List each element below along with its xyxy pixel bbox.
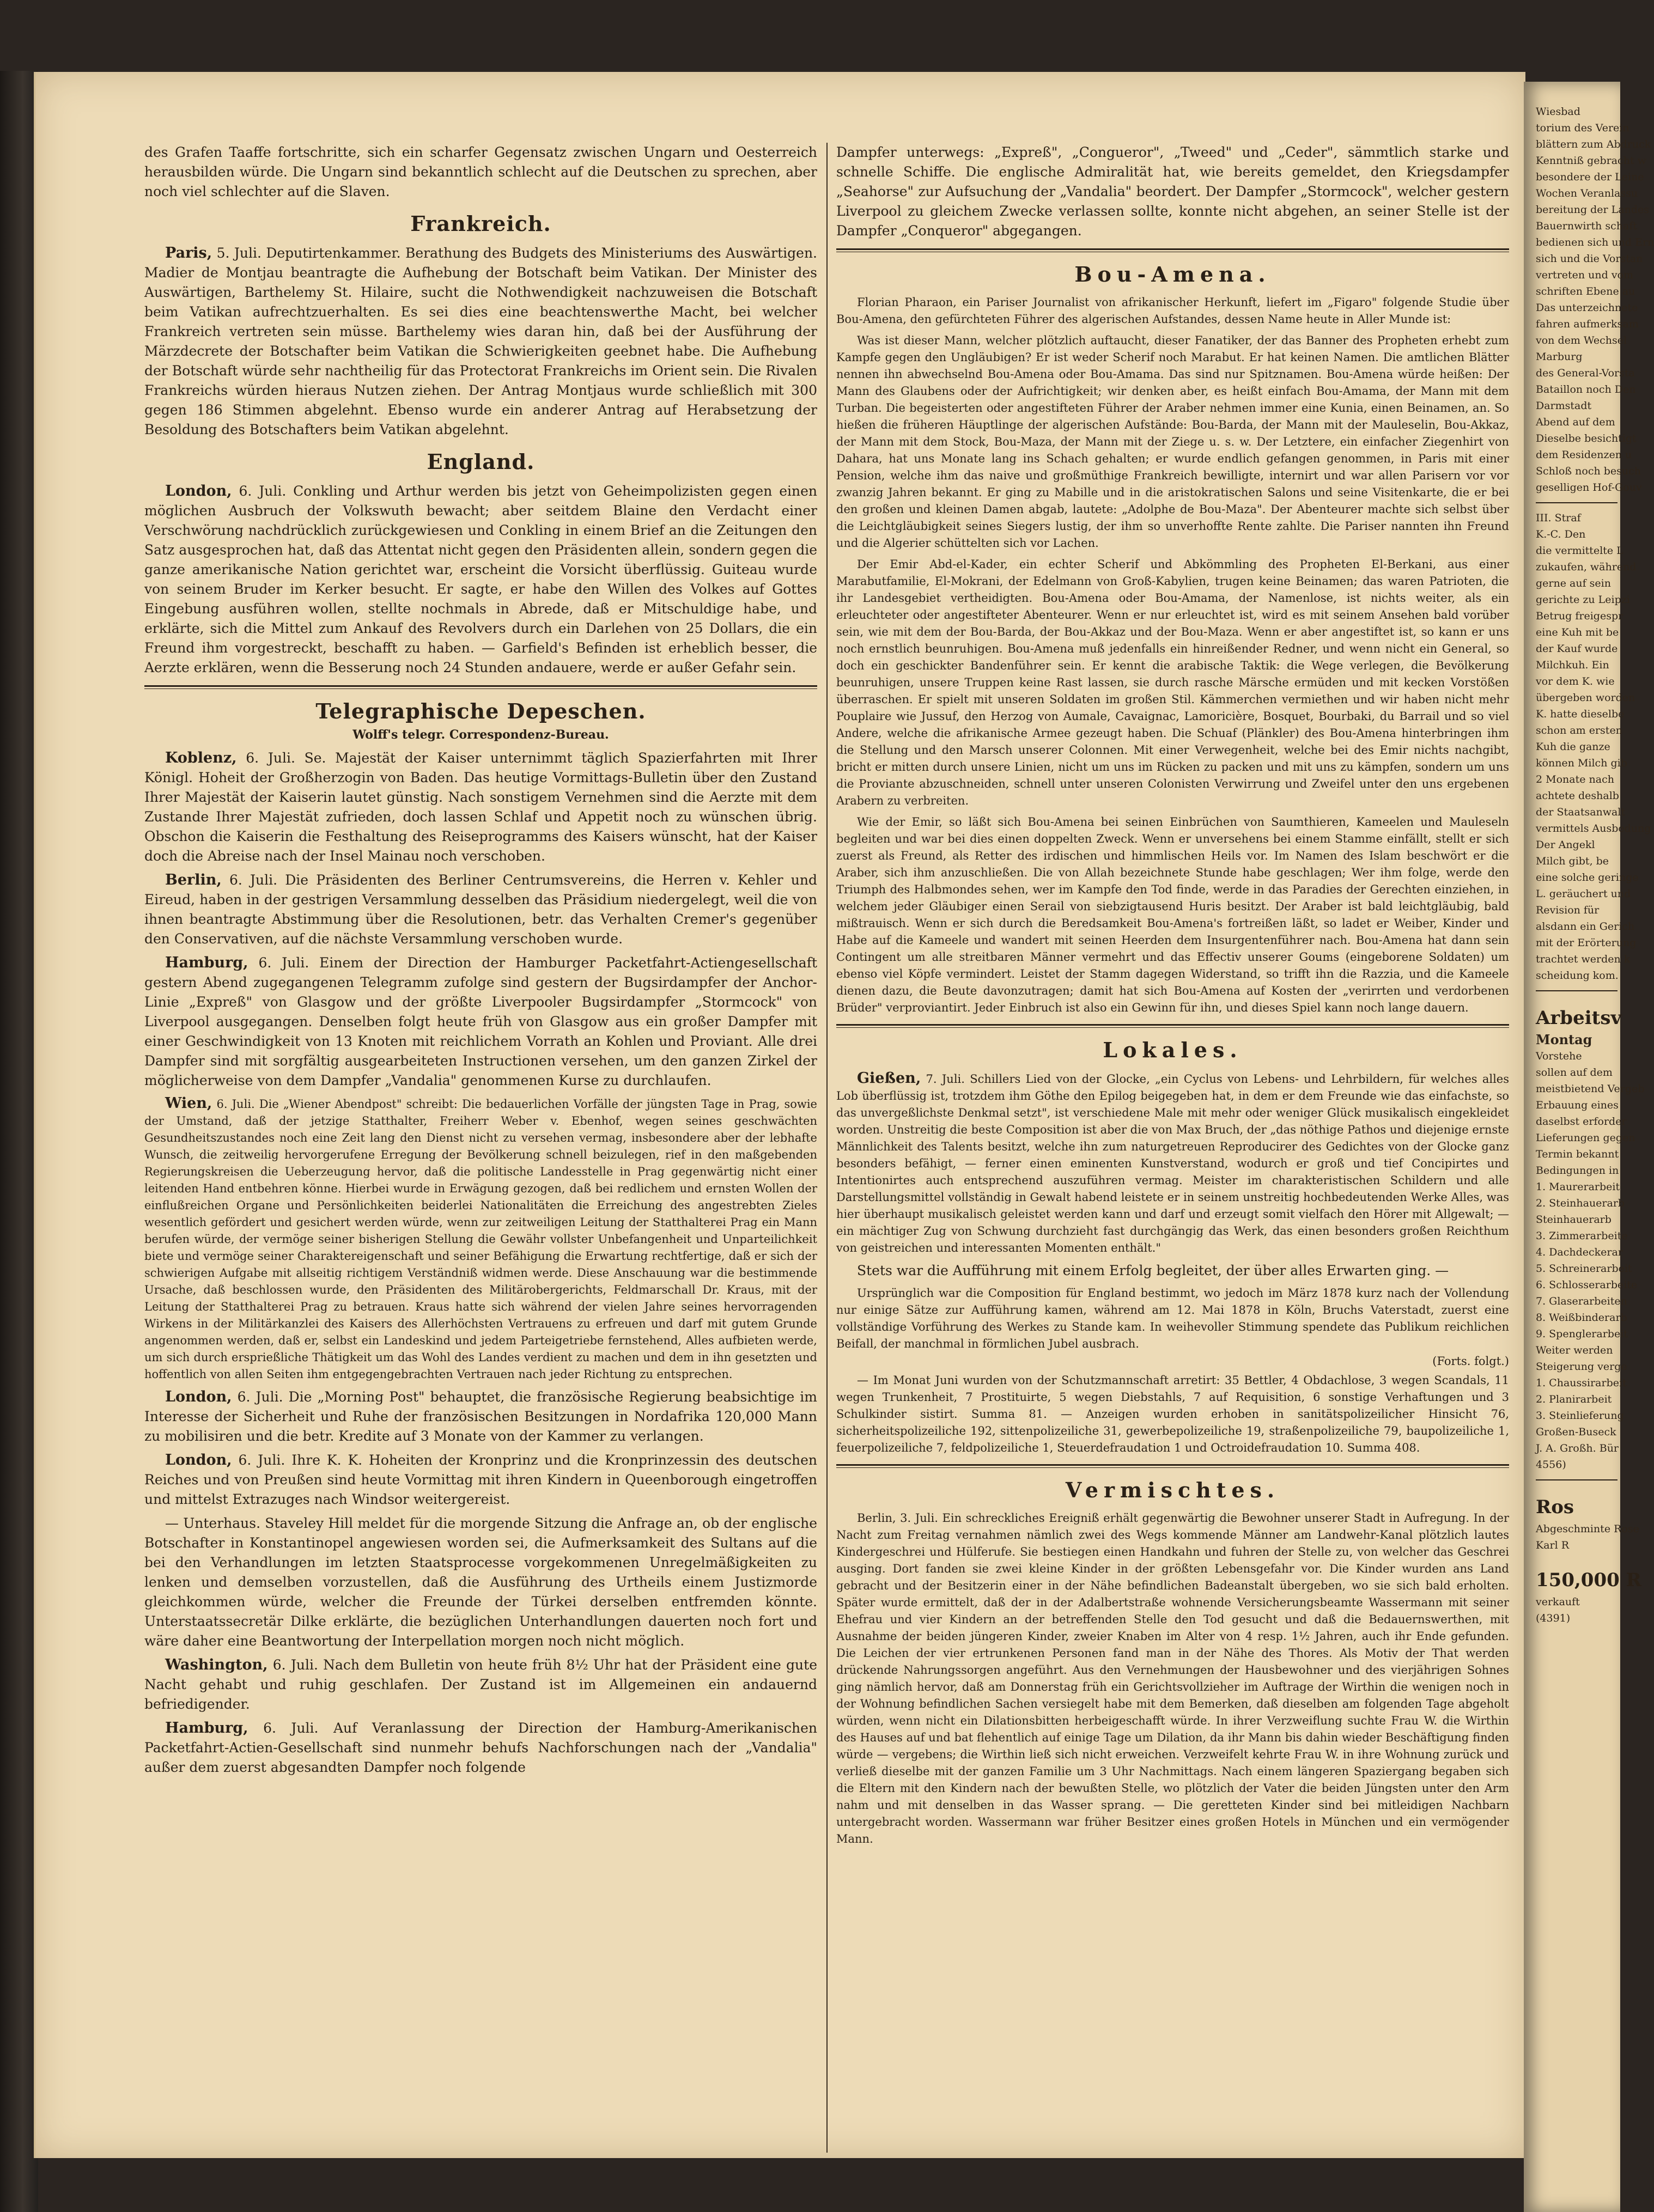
adjacent-page-line: der Staatsanwalt [1536,806,1626,818]
adjacent-page-line: Der Angekl [1536,839,1595,851]
section-heading: Lokales. [1103,1038,1243,1062]
column-divider [826,143,828,2153]
adjacent-page-line: der Kauf wurde [1536,643,1618,655]
adjacent-page-line: K. hatte dieselbe [1536,708,1625,720]
adjacent-page-line: vertreten und vom [1536,269,1634,281]
adjacent-page-line: dem Residenzen u [1536,449,1632,461]
dateline: London, [165,1388,232,1405]
continuation-note: (Forts. folgt.) [1432,1355,1509,1368]
paragraph-text: 6. Juli. Auf Veranlassung der Direction der Hamburg-Amerikanischen Packetfahrt-Actien-Gesellschaft sind nunmehr behufs Nachforschungen nach der „Vandalia" außer dem zuerst abgesandten Dampfer noch folgende [144,1720,817,1775]
adjacent-page-line: Erbauung eines [1536,1099,1619,1111]
adjacent-page-line: Milch gibt, be [1536,855,1609,867]
adjacent-page-strip [1524,82,1654,2212]
adjacent-page-line: Wiesbad [1536,106,1580,118]
adjacent-page-line: Bedingungen in [1536,1165,1619,1177]
article-paragraph [836,1510,1509,1848]
article-paragraph [144,143,817,202]
paragraph-text: Der Emir Abd-el-Kader, ein echter Scherif und Abkömmling des Propheten El-Berkani, aus einer Marabutfamilie, El-Mokrani, der Edelmann von Groß-Kabylien, trugen keine Beinamen; das waren Patrioten, die ihr Landesgebiet vertheidigten. Bou-Amena oder Bou-Amama, der Namenlose, ist nichts weiter, als ein erleuchteter oder angestifteter Abenteurer. Wenn er nur erleuchtet ist, wird es mit seinem Ansehen bald vorüber sein, wie mit dem der Bou-Barda, der Bou-Akkaz und der Bou-Maza. Wenn er aber angestiftet ist, so kann er uns noch ernstlich beunruhigen. Bou-Amena muß jedenfalls ein hinreißender Redner, und wenn nicht ein General, so doch ein geschickter Bandenführer sein. Er kennt die arabische Taktik: die Wege verlegen, die Bevölkerung beunruhigen, unsere Truppen keine Rast lassen, sie durch rasche Märsche ermüden und mit kecken Vorstößen überraschen. Er spielt mit unseren Soldaten im großen Stil. Kämmerchen vermiethen und wir haben nicht mehr Pouplaire wie Jussuf, den Herzog von Aumale, Cavaignac, Lamoricière, Bosquet, Bourbaki, du Barrail und so viel Andere, welche die afrikanische Armee gezeugt haben. Die Schuaf (Plänkler) des Bou-Amena hinterbringen ihm die Stellung und den Marsch unserer Colonnen. Mit einer Verwegenheit, welche bei des Emir nichts nachgibt, bricht er mitten durch unsere Linien, nicht um uns im Rücken zu packen und mit uns zu kämpfen, sondern um uns die Proviante abzuschneiden, schnell unter unseren Colonisten Verwirrung und Zweifel unter den uns ergebenen Arabern zu verbreiten. [836,558,1509,807]
adjacent-page-line: Schloß noch besuch [1536,465,1641,477]
adjacent-page-line: bedienen sich und Ern [1536,236,1654,248]
adjacent-page-line: von dem Wechsel [1536,334,1627,346]
paragraph-text: 6. Juli. Die „Morning Post" behauptet, die französische Regierung beabsichtige im Interesse der Sicherheit und Ruhe der französischen Besitzungen in Nordafrika 120,000 Mann zu mobilisiren und die betr. Kredite auf 3 Monate von der Kammer zu verlangen. [144,1389,817,1444]
paragraph-text: des Grafen Taaffe fortschritte, sich ein scharfer Gegensatz zwischen Ungarn und Oesterreich herausbilden würde. Die Ungarn sind bekanntlich schlecht auf die Deutschen zu sprechen, aber noch viel schlechter auf die Slaven. [144,144,817,199]
dateline: Hamburg, [165,1720,248,1736]
article-paragraph [836,332,1509,552]
adjacent-page-line: zukaufen, während [1536,561,1637,573]
article-paragraph [836,143,1509,241]
dateline: Gießen, [857,1070,921,1087]
paragraph-text: — Im Monat Juni wurden von der Schutzmannschaft arretirt: 35 Bettler, 4 Obdachlose, 3 wegen Scandals, 11 wegen Trunkenheit, 7 Prostituirte, 5 wegen Diebstahls, 7 auf Requisition, 6 sonstige Verhaftungen und 3 Schulkinder sistirt. Summa 81. — Anzeigen wurden erhoben in sanitätspolizeilicher Hinsicht 76, sicherheitspolizeiliche 192, sittenpolizeiliche 31, gewerbepolizeiliche 19, straßenpolizeiliche 79, baupolizeiliche 1, feuerpolizeiliche 7, feldpolizeiliche 1, Steuerdefraudation 1 und Octroidefraudation 10. Summa 408. [836,1374,1509,1454]
adjacent-page-heading: 150,000 R [1536,1569,1641,1591]
paragraph-text: 6. Juli. Se. Majestät der Kaiser unternimmt täglich Spazierfahrten mit Ihrer Königl. Hoheit der Großherzogin von Baden. Das heutige Vormittags-Bulletin über den Zustand Ihrer Majestät der Kaiserin lautet günstig. Nach sonstigem Vernehmen sind die Aerzte mit dem Zustande Ihrer Majestät zufrieden, doch lassen Schlaf und Appetit noch zu wünschen übrig. Obschon die Kaiserin die Festhaltung des Reiseprogramms des Kaisers wünscht, hat der Kaiser doch die Abreise nach der Insel Mainau noch verschoben. [144,750,817,864]
adjacent-page-line: L. geräuchert und [1536,888,1631,900]
adjacent-page-line: Bataillon noch Den [1536,383,1636,395]
article-paragraph [836,1261,1509,1281]
adjacent-page-line: die vermittelte L [1536,545,1623,557]
adjacent-page-line: 5. Schreinerarbeit [1536,1263,1632,1275]
newspaper-page [34,72,1525,2158]
article-paragraph [144,1514,817,1651]
article-paragraph [144,1655,817,1714]
dateline: Wien, [165,1095,212,1112]
adjacent-page-line: 4. Dachdeckerar [1536,1246,1623,1258]
dateline: Hamburg, [165,954,248,971]
adjacent-page-line: K.-C. Den [1536,528,1586,540]
dateline: London, [165,483,232,499]
paragraph-text: Ursprünglich war die Composition für England bestimmt, wo jedoch im März 1878 kurz nach der Vollendung nur einige Sätze zur Aufführung kamen, während am 12. Mai 1878 in Köln, Bruchs Vaterstadt, zuerst eine vollständige Vorführung des Werkes zu Stande kam. In weihevoller Stimmung spendete das Publikum reichlichen Beifall, der manchmal in förmlichen Jubel ausbrach. [836,1287,1509,1350]
adjacent-page-line: 9. Spenglerarbeit [1536,1328,1628,1340]
section-heading: England. [427,449,535,474]
adjacent-page-line: vermittels Ausbedung [1536,822,1651,834]
book-binding [0,71,38,2212]
adjacent-page-line: schon am ersten [1536,724,1622,736]
paragraph-text: 6. Juli. Einem der Direction der Hamburger Packetfahrt-Actiengesellschaft gestern Abend zugegangenen Telegramm zufolge sind gestern der Bugsirdampfer der Anchor-Linie „Expreß" von Glasgow und der größte Liverpooler Bugsirdampfer „Stormcock" von Liverpool ausgegangen. Denselben folgt heute früh von Glasgow aus ein großer Dampfer mit einer Geschwindigkeit von 13 Knoten mit reichlichem Vorrath an Kohlen und Proviant. Alle drei Dampfer sind mit sorgfältig ausgearbeiteten Instructionen versehen, um den ganzen Zirkel der möglicherweise von dem Dampfer „Vandalia" genommenen Kurse zu durchlaufen. [144,955,817,1088]
paragraph-text: Berlin, 3. Juli. Ein schreckliches Ereigniß erhält gegenwärtig die Bewohner unserer Stadt in Aufregung. In der Nacht zum Freitag vernahmen nämlich zwei des Wegs kommende Männer am Landwehr-Kanal plötzlich lautes Kindergeschrei und Hülferufe. Sie bestiegen einen Handkahn und fuhren der Stelle zu, von welcher das Geschrei ausging. Dort fanden sie zwei kleine Kinder in der größten Lebensgefahr vor. Die Kinder wurden ans Land gebracht und der Besitzerin einer in der Nähe befindlichen Badeanstalt übergeben, wo sie sich bald erholten. Später wurde ermittelt, daß der in der Adalbertstraße wohnende Versicherungsbeamte Wassermann mit seiner Ehefrau und vier Kindern an der betreffenden Stelle den Tod gesucht und daß die Bedauernswerthen, mit Ausnahme der beiden jüngeren Kinder, zweier Knaben im Alter von 4 resp. 1½ Jahren, auch ihr Ende gefunden. Die Leichen der vier ertrunkenen Personen fand man in der Nähe des Thores. Als Motiv der That werden drückende Nahrungssorgen angeführt. Aus den Vernehmungen der Hausbewohner und des vierjährigen Sohnes ging nämlich hervor, daß am Donnerstag früh ein Gerichtsvollzieher im Auftrage der Wirthin die wenigen noch in der Wohnung befindlichen Sachen versiegelt habe mit dem Bemerken, daß dieselben am folgenden Tage abgeholt würden, wenn nicht ein Dilationsbitten herbeigeschafft würde. In ihrer Verzweiflung suchte Frau W. die Wirthin des Hauses auf und bat flehentlich auf einige Tage um Dilation, da ihr Mann bis dahin wieder Beschäftigung finden würde — vergebens; die Wirthin ließ sich nicht erweichen. Verzweifelt kehrte Frau W. in ihre Wohnung zurück und verließ dieselbe mit der ganzen Familie um 3 Uhr Nachmittags. Nach einem längeren Spaziergang begaben sich die Eltern mit den Kindern nach der bewußten Stelle, wo plötzlich der Vater die beiden Jüngsten unter den Arm nahm und mit denselben in das Wasser sprang. — Die geretteten Kinder sind bei mitleidigen Nachbarn untergebracht worden. Wassermann war früher Besitzer eines großen Hotels in München und ein vermögender Mann. [836,1512,1509,1845]
adjacent-page-line: Abend auf dem [1536,416,1615,428]
adjacent-page-line: gerichte zu Leipzi [1536,594,1630,606]
adjacent-page-line: Steinhauerarb [1536,1214,1612,1226]
adjacent-page-line: Betrug freigespr [1536,610,1623,622]
adjacent-page-line: torium des Verein [1536,122,1629,134]
adjacent-page-subheading: Montag [1536,1032,1592,1047]
adjacent-page-line: Das unterzeichnete [1536,302,1638,314]
adjacent-page-line: Weiter werden [1536,1344,1613,1356]
adjacent-page-line: Milchkuh. Ein [1536,659,1609,671]
adjacent-page-line: 2 Monate nach [1536,773,1614,785]
adjacent-page-line: Wochen Veranlassu [1536,187,1638,199]
article-paragraph [144,748,817,866]
adjacent-page-line: bereitung der Landes [1536,204,1649,216]
dateline: Berlin, [165,872,222,888]
adjacent-page-line: daselbst erforder [1536,1116,1627,1128]
adjacent-page-rule [1536,990,1617,991]
adjacent-page-heading: Ros [1536,1496,1574,1518]
adjacent-page-text [1536,103,1654,1626]
article-paragraph [144,1387,817,1446]
adjacent-page-line: 8. Weißbinderarb [1536,1312,1627,1324]
article-paragraph [144,870,817,949]
right-column [836,143,1509,2153]
adjacent-page-line: übergeben worden [1536,692,1635,704]
paragraph-text: 6. Juli. Ihre K. K. Hoheiten der Kronprinz und die Kronprinzessin des deutschen Reiches und von Preußen sind heute Vormittag mit ihren Kindern in Queenborough eingetroffen und mittelst Extrazuges nach Windsor weitergereist. [144,1452,817,1507]
adjacent-page-line: Marburg [1536,351,1583,363]
dateline: London, [165,1452,232,1468]
adjacent-page-line: eine solche geringe [1536,872,1639,883]
adjacent-page-line: fahren aufmerksam [1536,318,1639,330]
dateline: Washington, [165,1656,268,1673]
adjacent-page-line: trachtet werden k [1536,953,1631,965]
article-paragraph [836,1285,1509,1352]
paragraph-text: Wie der Emir, so läßt sich Bou-Amena bei seinen Einbrüchen von Saumthieren, Kameelen und Mauleseln begleiten und war bei dies einen doppelten Zweck. Wenn er unversehens bei einem Stamme einfällt, stellt er sich zuerst als Freund, als Retter des irdischen und himmlischen Heils vor. Im Namen des Islam beschwört er die Araber, sich ihm anzuschließen. Die von Allah bezeichnete Stunde habe geschlagen; Wer ihm folge, werde den Triumph des Halbmondes sehen, wer im Kampfe den Tod finde, werde in das Paradies der Gerechten einziehen, in welchem jeder Gläubiger einen Serail von siebzigtausend Huris besitzt. Der Araber ist bald leichtgläubig, bald mißtrauisch. Wenn er sich durch die Beredsamkeit Bou-Amena's fortreißen läßt, so ladet er Weiber, Kinder und Habe auf die Kameele und wandert mit seinen Heerden dem Insurgentenführer nach. Bou-Amena hat dann sein Contingent um alle streitbaren Männer vermehrt und das Effectiv unserer Goums (eingeborene Soldaten) um ebenso viel Köpfe vermindert. Leistet der Stamm dagegen Widerstand, so trifft ihn die Razzia, und die Kameele dienen dazu, die Beute davonzutragen; damit hat sich Bou-Amena auf Kosten der „verirrten und verdorbenen Brüder" verproviantirt. Jeder Einbruch ist also ein Gewinn für ihn, und dieses Spiel kann noch lange dauern. [836,815,1509,1014]
article-paragraph [836,294,1509,328]
adjacent-page-line: meistbietend Vergeb [1536,1083,1645,1095]
article-paragraph [144,953,817,1090]
adjacent-page-line: mit der Erörterung [1536,937,1637,949]
adjacent-page-line: können Milch gib [1536,757,1627,769]
article-paragraph [836,1070,1509,1257]
section-rule [836,1024,1509,1028]
section-rule [836,248,1509,252]
adjacent-page-line: 3. Zimmerarbeite [1536,1230,1628,1242]
paragraph-text: 6. Juli. Die Präsidenten des Berliner Centrumsvereins, die Herren v. Kehler und Eireud, haben in der gestrigen Versammlung desselben das Präsidium niedergelegt, weil die von ihnen beantragte Abstimmung über die Resolutionen, betr. das Verhalten Cremer's gegenüber den Conservativen, auf die nächste Versammlung verschoben wurde. [144,872,817,947]
adjacent-page-line: 6. Schlosserarbeite [1536,1279,1638,1291]
adjacent-page-line: 2. Planirarbeit [1536,1393,1612,1405]
article-paragraph [836,556,1509,809]
section-heading: Vermischtes. [1065,1478,1280,1502]
section-heading: Telegraphische Depeschen. [315,699,646,723]
article-paragraph [144,1095,817,1383]
section-subheading: Wolff's telegr. Correspondenz-Bureau. [352,728,609,742]
adjacent-page-line: 3. Steinlieferung [1536,1410,1624,1422]
adjacent-page-line: (4391) [1536,1612,1571,1624]
article-paragraph [144,482,817,678]
paragraph-text: Stets war die Aufführung mit einem Erfolg begleitet, der über alles Erwarten ging. — [857,1263,1449,1278]
adjacent-page-rule [1536,1479,1617,1480]
adjacent-page-line: Dieselbe besichtigt [1536,432,1637,444]
article-paragraph [144,1719,817,1777]
dateline: Koblenz, [165,749,237,766]
paragraph-text: 6. Juli. Conkling und Arthur werden bis jetzt von Geheimpolizisten gegen einen möglichen Ausbruch der Volkswuth bewacht; aber seitdem Blaine den Verdacht einer Verschwörung nachdrücklich zurückgewiesen und Conkling in einem Brief an die Zeitungen den Satz ausgesprochen hat, daß das Attentat nicht gegen den Präsidenten allein, sondern gegen die ganze amerikanische Nation gerichtet war, erscheint die Vorsicht überflüssig. Guiteau wurde von seinem Bruder im Kerker besucht. Er sagte, er habe den Willen des Volkes auf Gottes Eingebung ausführen wollen, stellte nochmals in Abrede, daß er Mitschuldige habe, und erklärte, sich die Mittel zum Ankauf des Revolvers durch ein Darlehen von 25 Dollars, die ein Freund ihm vorgestreckt, beschafft zu haben. — Garfield's Befinden ist erheblich besser, die Aerzte erklären, wenn die Besserung noch 24 Stunden andauere, werde er außer Gefahr sein. [144,483,817,675]
adjacent-page-line: geselligen Hof-Gouv [1536,482,1642,493]
adjacent-page-line: 4556) [1536,1459,1566,1471]
left-column [144,143,817,2153]
adjacent-page-line: schriften Ebene au [1536,285,1635,297]
adjacent-page-line: Lieferungen gegen [1536,1132,1635,1144]
adjacent-page-line: Karl R [1536,1539,1570,1551]
adjacent-page-line: Abgeschminte Rose [1536,1523,1639,1535]
adjacent-page-line: achtete deshalb [1536,790,1619,802]
adjacent-page-line: Kuh die ganze [1536,741,1610,753]
article-paragraph [144,1451,817,1509]
section-rule [836,1464,1509,1468]
adjacent-page-line: Termin bekannt [1536,1148,1619,1160]
paragraph-text: 6. Juli. Nach dem Bulletin von heute früh 8½ Uhr hat der Präsident eine gute Nacht gehabt und ruhig geschlafen. Der Zustand ist im Allgemeinen ein andauernd befriedigender. [144,1657,817,1712]
adjacent-page-line: Kenntniß gebracht w [1536,155,1646,167]
section-heading: Frankreich. [410,211,551,236]
dateline: Paris, [165,245,212,261]
adjacent-page-line: gerne auf sein [1536,577,1611,589]
paragraph-text: 5. Juli. Deputirtenkammer. Berathung des Budgets des Ministeriums des Auswärtigen. Madier de Montjau beantragte die Aufhebung der Botschaft beim Vatikan. Der Minister des Auswärtigen, Barthelemy St. Hilaire, sucht die Nothwendigkeit nachzuweisen die Botschaft beim Vatikan aufrechtzuerhalten. Es sei dies eine beachtenswerthe Macht, bei welcher Frankreich vertreten sein müsse. Barthelemy wies daran hin, daß bei der Ausführung der Märzdecrete der Botschafter beim Vatikan die Schwierigkeiten geebnet habe. Die Aufhebung der Botschaft würde sehr nachtheilig für das Protectorat Frankreichs im Orient sein. Die Rivalen Frankreichs würden hieraus Nutzen ziehen. Der Antrag Montjaus wurde schließlich mit 300 gegen 186 Stimmen abgelehnt. Ebenso wurde ein anderer Antrag auf Herabsetzung der Besoldung des Botschafters beim Vatikan abgelehnt. [144,245,817,437]
adjacent-page-line: vor dem K. wie [1536,675,1615,687]
adjacent-page-line: verkauft [1536,1596,1580,1608]
paragraph-text: 7. Juli. Schillers Lied von der Glocke, „ein Cyclus von Lebens- und Lehrbildern, für welches alles Lob überflüssig ist, trotzdem ihm Göthe den Epilog beigegeben hat, in dem er dem Freunde wie das einfachste, so das unvergeßlichste Denkmal setzt", ist verschiedene Male mit mehr oder weniger Glück musikalisch eingekleidet worden. Unstreitig die beste Composition ist aber die von Max Bruch, der „das nöthige Pathos und diejenige ernste Männlichkeit des Talents besitzt, welche ihn zum naturgetreuen Reproducirer des Gedichtes von der Glocke ganz besonders befähigt, — ferner einen eminenten Kunstverstand, wodurch er groß und tief Concipirtes und Intentionirtes auch entsprechend auszuführen vermag. Meister im charakteristischen Schildern und alle Darstellungsmittel vollständig in Gewalt habend leistete er in seinem unstreitig hochbedeutenden Werke Alles, was hier überhaupt musikalisch geleistet werden kann und darf und erzeugt somit vielfach den Hörer mit Allgewalt; — ein mächtiger Zug von Schwung durchzieht fast durchgängig das Werk, das einen besonders großen Reichthum von geistreichen und interessanten Momenten enthält." [836,1073,1509,1254]
paragraph-text: Florian Pharaon, ein Pariser Journalist von afrikanischer Herkunft, liefert im „Figaro" folgende Studie über Bou-Amena, den gefürchteten Führer des algerischen Aufstandes, dessen Name heute in Aller Munde ist: [836,296,1509,326]
adjacent-page-line: blättern zum Abdruck [1536,138,1651,150]
section-heading: Bou-Amena. [1074,262,1271,287]
adjacent-page-line: Großen-Buseck [1536,1426,1616,1438]
adjacent-page-line: 1. Chaussirarbeit [1536,1377,1627,1389]
adjacent-page-line: 1. Maurerarbeit [1536,1181,1620,1193]
adjacent-page-line: Darmstadt [1536,400,1592,412]
adjacent-page-line: Steigerung verge [1536,1361,1627,1373]
adjacent-page-line: III. Straf [1536,512,1581,524]
article-paragraph [836,1372,1509,1457]
adjacent-page-line: Vorstehe [1536,1050,1582,1062]
adjacent-page-line: Bauernwirth schaft [1536,220,1638,232]
adjacent-page-line: sich und die Vorstan [1536,253,1643,265]
adjacent-page-line: des General-Vorsta [1536,367,1635,379]
adjacent-page-line: alsdann ein Gerich [1536,921,1635,933]
paragraph-text: Dampfer unterwegs: „Expreß", „Congueror", „Tweed" und „Ceder", sämmtlich starke und schnelle Schiffe. Die englische Admiralität hat, wie bereits gemeldet, den Kriegsdampfer „Seahorse" zur Aufsuchung der „Vandalia" beordert. Der Dampfer „Stormcock", welcher gestern Liverpool zu gleichem Zwecke verlassen sollte, konnte nicht abgehen, an seiner Stelle ist der Dampfer „Conqueror" abgegangen. [836,144,1509,239]
adjacent-page-rule [1536,502,1617,503]
adjacent-page-line: sollen auf dem [1536,1067,1613,1078]
adjacent-page-line: 7. Glaserarbeiten [1536,1295,1627,1307]
adjacent-page-line: 2. Steinhauerarb [1536,1197,1625,1209]
adjacent-page-line: Revision für [1536,904,1600,916]
article-paragraph [836,814,1509,1016]
adjacent-page-heading: Arbeitsv [1536,1007,1622,1029]
section-rule [144,685,817,689]
paragraph-text: Was ist dieser Mann, welcher plötzlich auftaucht, dieser Fanatiker, der das Banner des Propheten erhebt zum Kampfe gegen den Ungläubigen? Er ist weder Scherif noch Marabut. Er hat keinen Namen. Die amtlichen Blätter nennen ihn abwechselnd Bou-Amena oder Bou-Amama. Das sind nur Spitznamen. Bou-Amena würde heißen: Der Mann des Glaubens oder der Aufrichtigkeit; wir denken aber, es heißt einfach Bou-Amama, der Mann mit dem Turban. Die begeisterten oder angestifteten Führer der Araber nehmen immer eine Kunia, einen Beinamen, an. So hießen die früheren Häuptlinge der algerischen Aufstände: Bou-Barda, der Mann mit der Mauleselin, Bou-Akkaz, der Mann mit dem Stock, Bou-Maza, der Mann mit der Ziege u. s. w. Der Letztere, ein einfacher Ziegenhirt von Dahara, hat uns Monate lang ins Schach gehalten; er wurde endlich gefangen genommen, in Paris mit einer Pension, welche ihm das naive und großmüthige Frankreich bewilligte, internirt und war allen Parisern vor vor zwanzig Jahren bekannt. Er ging zu Mabille und in die aristokratischen Salons und seine Visitenkarte, die er bei den großen und kleinen Damen abgab, lautete: „Adolphe de Bou-Maza". Der Abenteurer machte sich selbst über die Leichtgläubigkeit seines Siegers lustig, der ihm so unverhoffte Rente zahlte. Die Pariser nannten ihn Freund und die Algerier schüttelten sich vor Lachen. [836,334,1509,550]
paragraph-text: 6. Juli. Die „Wiener Abendpost" schreibt: Die bedauerlichen Vorfälle der jüngsten Tage in Prag, sowie der Umstand, daß der jetzige Statthalter, Freiherr Weber v. Ebenhof, wegen seines geschwächten Gesundheitszustandes noch eine Zeit lang den Dienst nicht zu versehen vermag, insbesondere aber der lebhafte Wunsch, die zeitweilig hervorgerufene Erregung der Bevölkerung schnell beizulegen, rief in den maßgebenden Regierungskreisen die Ueberzeugung hervor, daß die politische Landesstelle in Prag gegenwärtig nicht einer leitenden Hand entbehren könne. Hierbei wurde in Erwägung gezogen, daß bei redlichem und ernsten Wollen der einflußreichen Organe und Persönlichkeiten beiderlei Nationalitäten die Erreichung des angestrebten Zieles wesentlich gefördert und gesichert werden würde, wenn zur zeitweiligen Leitung der Statthalterei Prag ein Mann berufen würde, der vermöge seiner bisherigen Stellung die Gewähr vollster Unbefangenheit und Unparteilichkeit biete und vermöge seiner Charaktereigenschaft und seiner Befähigung die Erwartung rechtfertige, daß er sich der schwierigen Aufgabe mit allseitig richtigem Verständniß widmen werde. Diese Anschauung war die bestimmende Ursache, daß beschlossen wurde, den Präsidenten des Militärobergerichts, Feldmarschall Dr. Kraus, mit der Leitung der Statthalterei Prag zu betrauen. Kraus hatte sich während der vielen Jahre seines hervorragenden Wirkens in der Militärkanzlei des Kaisers des Allerhöchsten Vertrauens zu erfreuen und darf mit gutem Grunde angenommen werden, daß er, selbst ein Landeskind und jedem Parteigetriebe fernstehend, Alles aufbieten werde, um sich durch ersprießliche Thätigkeit um das Wohl des Landes verdient zu machen und dem in ihn gesetzten und hoffentlich von allen Seiten ihm entgegengebrachten Vertrauen nach jeder Richtung zu entsprechen. [144,1098,817,1381]
page-content [144,143,1515,2153]
adjacent-page-line: J. A. Großh. Bür [1536,1442,1619,1454]
article-paragraph [144,243,817,440]
adjacent-page-line: eine Kuh mit be [1536,626,1619,638]
adjacent-page-line: besondere der Leine [1536,171,1644,183]
adjacent-page-line: scheidung kom. [1536,970,1619,982]
paragraph-text: — Unterhaus. Staveley Hill meldet für die morgende Sitzung die Anfrage an, ob der englische Botschafter in Konstantinopel angewiesen worden sei, die Aufmerksamkeit des Sultans auf die bei den Verhandlungen im letzten Staatsprocesse vorgekommenen Unregelmäßigkeiten zu lenken und demselben vorzustellen, daß die Ausführung des Urtheils einem Justizmorde gleichkommen würde, welcher die Freunde der Türkei derselben entfremden könnte. Unterstaatssecretär Dilke erklärte, die bezüglichen Unterhandlungen dauerten noch fort und wäre daher eine Beantwortung der Interpellation morgen noch nicht möglich. [144,1515,817,1649]
